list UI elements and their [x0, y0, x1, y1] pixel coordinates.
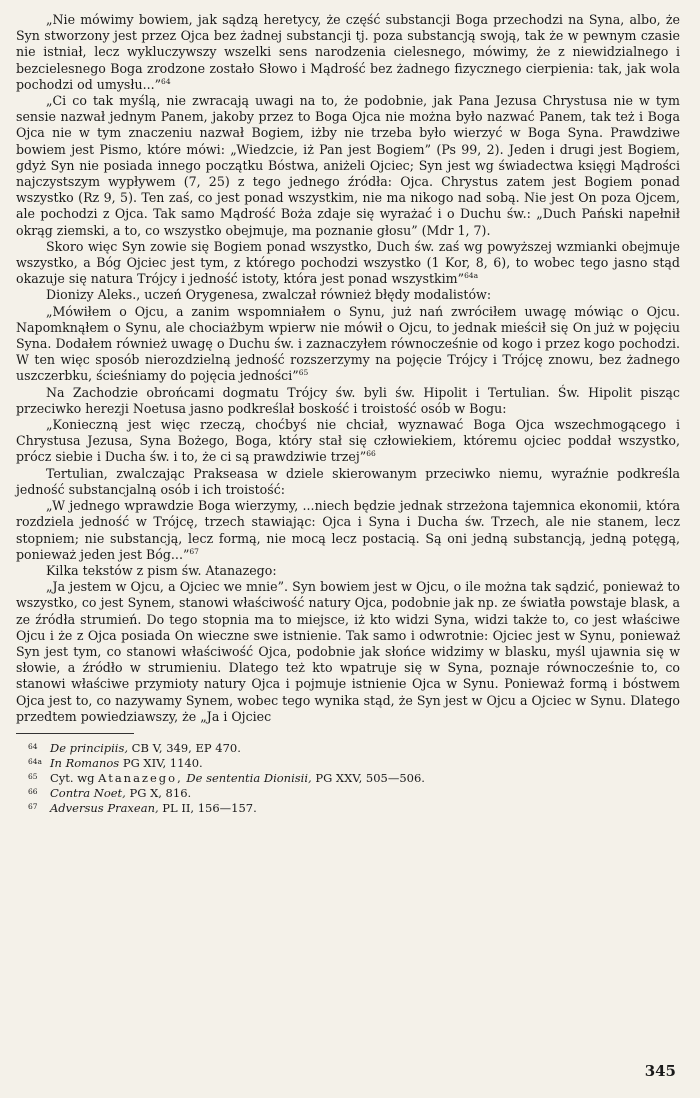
footnote-divider — [16, 733, 134, 734]
paragraph-origen-quote-2 — [16, 93, 680, 239]
paragraph-text: „Konieczną jest więc rzeczą, choćbyś nie chciał, wyznawać Boga Ojca wszechmogącego i Chrystusa Jezusa, Syna Bożego, Boga, który stał się człowiekiem, któremu ojciec poddał wszystko, prócz siebie i Ducha św. i to, że ci są prawdziwie trzej” — [16, 417, 680, 465]
footnote-title: Adversus Praxean, — [50, 800, 159, 815]
paragraph-tertullian-quote — [16, 498, 680, 563]
paragraph-origen-quote — [16, 12, 680, 93]
footnote-65 — [16, 771, 680, 786]
footnote-text — [50, 786, 191, 801]
footnote-64 — [16, 741, 680, 756]
footnotes — [16, 741, 680, 816]
footnote-text — [50, 801, 257, 816]
footnote-text — [50, 756, 203, 771]
footnote-ref[interactable]: 64 — [161, 76, 171, 86]
paragraph-text: Dionizy Aleks., uczeń Orygenesa, zwalczał również błędy modalistów: — [46, 287, 492, 303]
footnote-ref[interactable]: 65 — [298, 368, 309, 378]
paragraph-hippolytus-intro — [16, 385, 680, 417]
paragraph-text: „Ja jestem w Ojcu, a Ojciec we mnie”. Syn bowiem jest w Ojcu, o ile można tak sądzić, ponieważ to wszystko, co jest Synem, stanowi właściwość natury Ojca, podobnie jak np. ze światła powstaje blask, a ze źródła strumień. Do tego stopnia ma to miejsce, iż kto widzi Syna, widzi także to, co jest właściwe Ojcu i że z Ojca posiada On wieczne swe istnienie. Tak samo i odwrotnie: Ojciec jest w Synu, ponieważ Syn jest tym, co stanowi właściwość Ojca, podobnie jak słońce widzimy w blasku, myśl ujawnia się w słowie, a źródło w strumieniu. Dlatego też kto wpatruje się w Syna, poznaje równocześnie to, co stanowi właściwe przymioty natury Ojca i pojmuje istnienie Ojca w Synu. Ponieważ formą i bóstwem Ojca jest to, co nazywamy Synem, wobec tego wynika stąd, że Syn jest w Ojcu a Ojciec w Synu. Dlatego przedtem powiedziawszy, że „Ja i Ojciec — [16, 579, 680, 724]
paragraph-athanasius-intro — [16, 563, 680, 579]
footnote-mark: 67 — [28, 801, 38, 811]
footnote-ref[interactable]: 66 — [366, 449, 376, 459]
main-text — [16, 12, 680, 725]
footnote-mark: 64a — [28, 756, 43, 766]
paragraph-dionysius-quote — [16, 304, 680, 385]
footnote-67 — [16, 801, 680, 816]
footnote-64a — [16, 756, 680, 771]
footnote-title: Contra Noet, — [50, 785, 126, 800]
paragraph-text: Tertulian, zwalczając Prakseasa w dziele skierowanym przeciwko niemu, wyraźnie podkreśla jedność substancjalną osób i ich troistość: — [16, 465, 680, 497]
footnote-title: De sententia Dionisii, — [186, 770, 312, 785]
footnote-reference: PL II, 156—157. — [158, 800, 257, 815]
footnote-reference: PG X, 816. — [125, 785, 192, 800]
paragraph-hippolytus-quote — [16, 417, 680, 466]
paragraph-dionysius-intro — [16, 287, 680, 303]
footnote-prefix: Cyt. wg — [50, 770, 99, 785]
footnote-title: In Romanos — [50, 755, 120, 770]
footnote-reference: PG XXV, 505—506. — [311, 770, 425, 785]
footnote-ref[interactable]: 67 — [189, 546, 199, 556]
footnote-reference: PG XIV, 1140. — [119, 755, 203, 770]
footnote-text — [50, 741, 241, 756]
footnote-mark: 66 — [28, 786, 38, 796]
paragraph-text: „W jednego wprawdzie Boga wierzymy, ...niech będzie jednak strzeżona tajemnica ekonomii, która rozdziela jedność w Trójcę, trzech stawiając: Ojca i Syna i Ducha św. Trzech, ale nie stanem, lecz stopniem; nie substancją, lecz formą, nie mocą lecz postacią. Są oni jedną substancją, jedną potęgą, ponieważ jeden jest Bóg...” — [16, 498, 680, 562]
footnote-mark: 64 — [28, 741, 38, 751]
footnote-reference: CB V, 349, EP 470. — [128, 740, 241, 755]
paragraph-athanasius-quote — [16, 579, 680, 725]
paragraph-text: Kilka tekstów z pism św. Atanazego: — [46, 562, 277, 578]
paragraph-text: Na Zachodzie obrońcami dogmatu Trójcy św. byli św. Hipolit i Tertulian. Św. Hipolit pisząc przeciwko herezji Noetusa jasno podkreślał boskość i troistość osób w Bogu: — [16, 384, 680, 416]
paragraph-text: „Ci co tak myślą, nie zwracają uwagi na to, że podobnie, jak Pana Jezusa Chrystusa nie w tym sensie nazwał jednym Panem, jakoby przez to Boga Ojca nie można było nazwać Panem, tak też i Boga Ojca nie w tym znaczeniu nazwał Bogiem, iżby nie trzeba było wierzyć w Boga Syna. Prawdziwe bowiem jest Pismo, które mówi: „Wiedzcie, iż Pan jest Bogiem” (Ps 99, 2). Jeden i drugi jest Bogiem, gdyż Syn nie posiada innego początku Bóstwa, aniżeli Ojciec; Syn jest wg świadectwa księgi Mądrości najczystszym wypływem (7, 25) z tego jednego źródła: Ojca. Chrystus zatem jest Bogiem ponad wszystko (Rz 9, 5). Ten zaś, co jest ponad wszystkim, nie ma nikogo nad sobą. Nie jest On poza Ojcem, ale pochodzi z Ojca. Tak samo Mądrość Boża zdaje się wyrażać i o Duchu św.: „Duch Pański napełnił okrąg ziemski, a to, co wszystko obejmuje, ma poznanie głosu” (Mdr 1, 7). — [16, 93, 680, 238]
paragraph-text: „Mówiłem o Ojcu, a zanim wspomniałem o Synu, już nań zwróciłem uwagę mówiąc o Ojcu. Napomknąłem o Synu, ale chociażbym wpierw nie mówił o Ojcu, to jednak mieścił się On już w pojęciu Syna. Dodałem również uwagę o Duchu św. i zaznaczyłem równocześnie od kogo i przez kogo pochodzi. W ten więc sposób nierozdzielną jedność rozszerzymy na pojęcie Trójcy i Trójcę znowu, bez żadnego uszczerbku, ścieśniamy do pojęcia jedności” — [16, 303, 680, 384]
footnote-title: De principiis, — [50, 740, 129, 755]
footnote-author: Atanazego, — [98, 770, 183, 785]
paragraph-tertullian-intro — [16, 466, 680, 498]
page-number: 345 — [644, 1062, 676, 1080]
footnote-text — [50, 771, 425, 786]
paragraph-text: Skoro więc Syn zowie się Bogiem ponad wszystko, Duch św. zaś wg powyższej wzmianki obejmuje wszystko, a Bóg Ojciec jest tym, z którego pochodzi wszystko (1 Kor, 8, 6), to wobec tego jasno stąd okazuje się natura Trójcy i jedność istoty, która jest ponad wszystkim” — [16, 238, 680, 287]
footnote-66 — [16, 786, 680, 801]
footnote-ref[interactable]: 64a — [464, 271, 479, 281]
paragraph-conclusion — [16, 239, 680, 288]
paragraph-text: „Nie mówimy bowiem, jak sądzą heretycy, że część substancji Boga przechodzi na Syna, albo, że Syn stworzony jest przez Ojca bez żadnej substancji tj. poza substancją swoją, tak że w pewnym czasie nie istniał, lecz wykluczywszy wszelki sens narodzenia cielesnego, mówimy, że z niewidzialnego i bezcielesnego Boga zrodzone zostało Słowo i Mądrość bez żadnego fizycznego cierpienia: tak, jak wola pochodzi od umysłu...” — [16, 12, 680, 92]
footnote-mark: 65 — [28, 771, 38, 781]
